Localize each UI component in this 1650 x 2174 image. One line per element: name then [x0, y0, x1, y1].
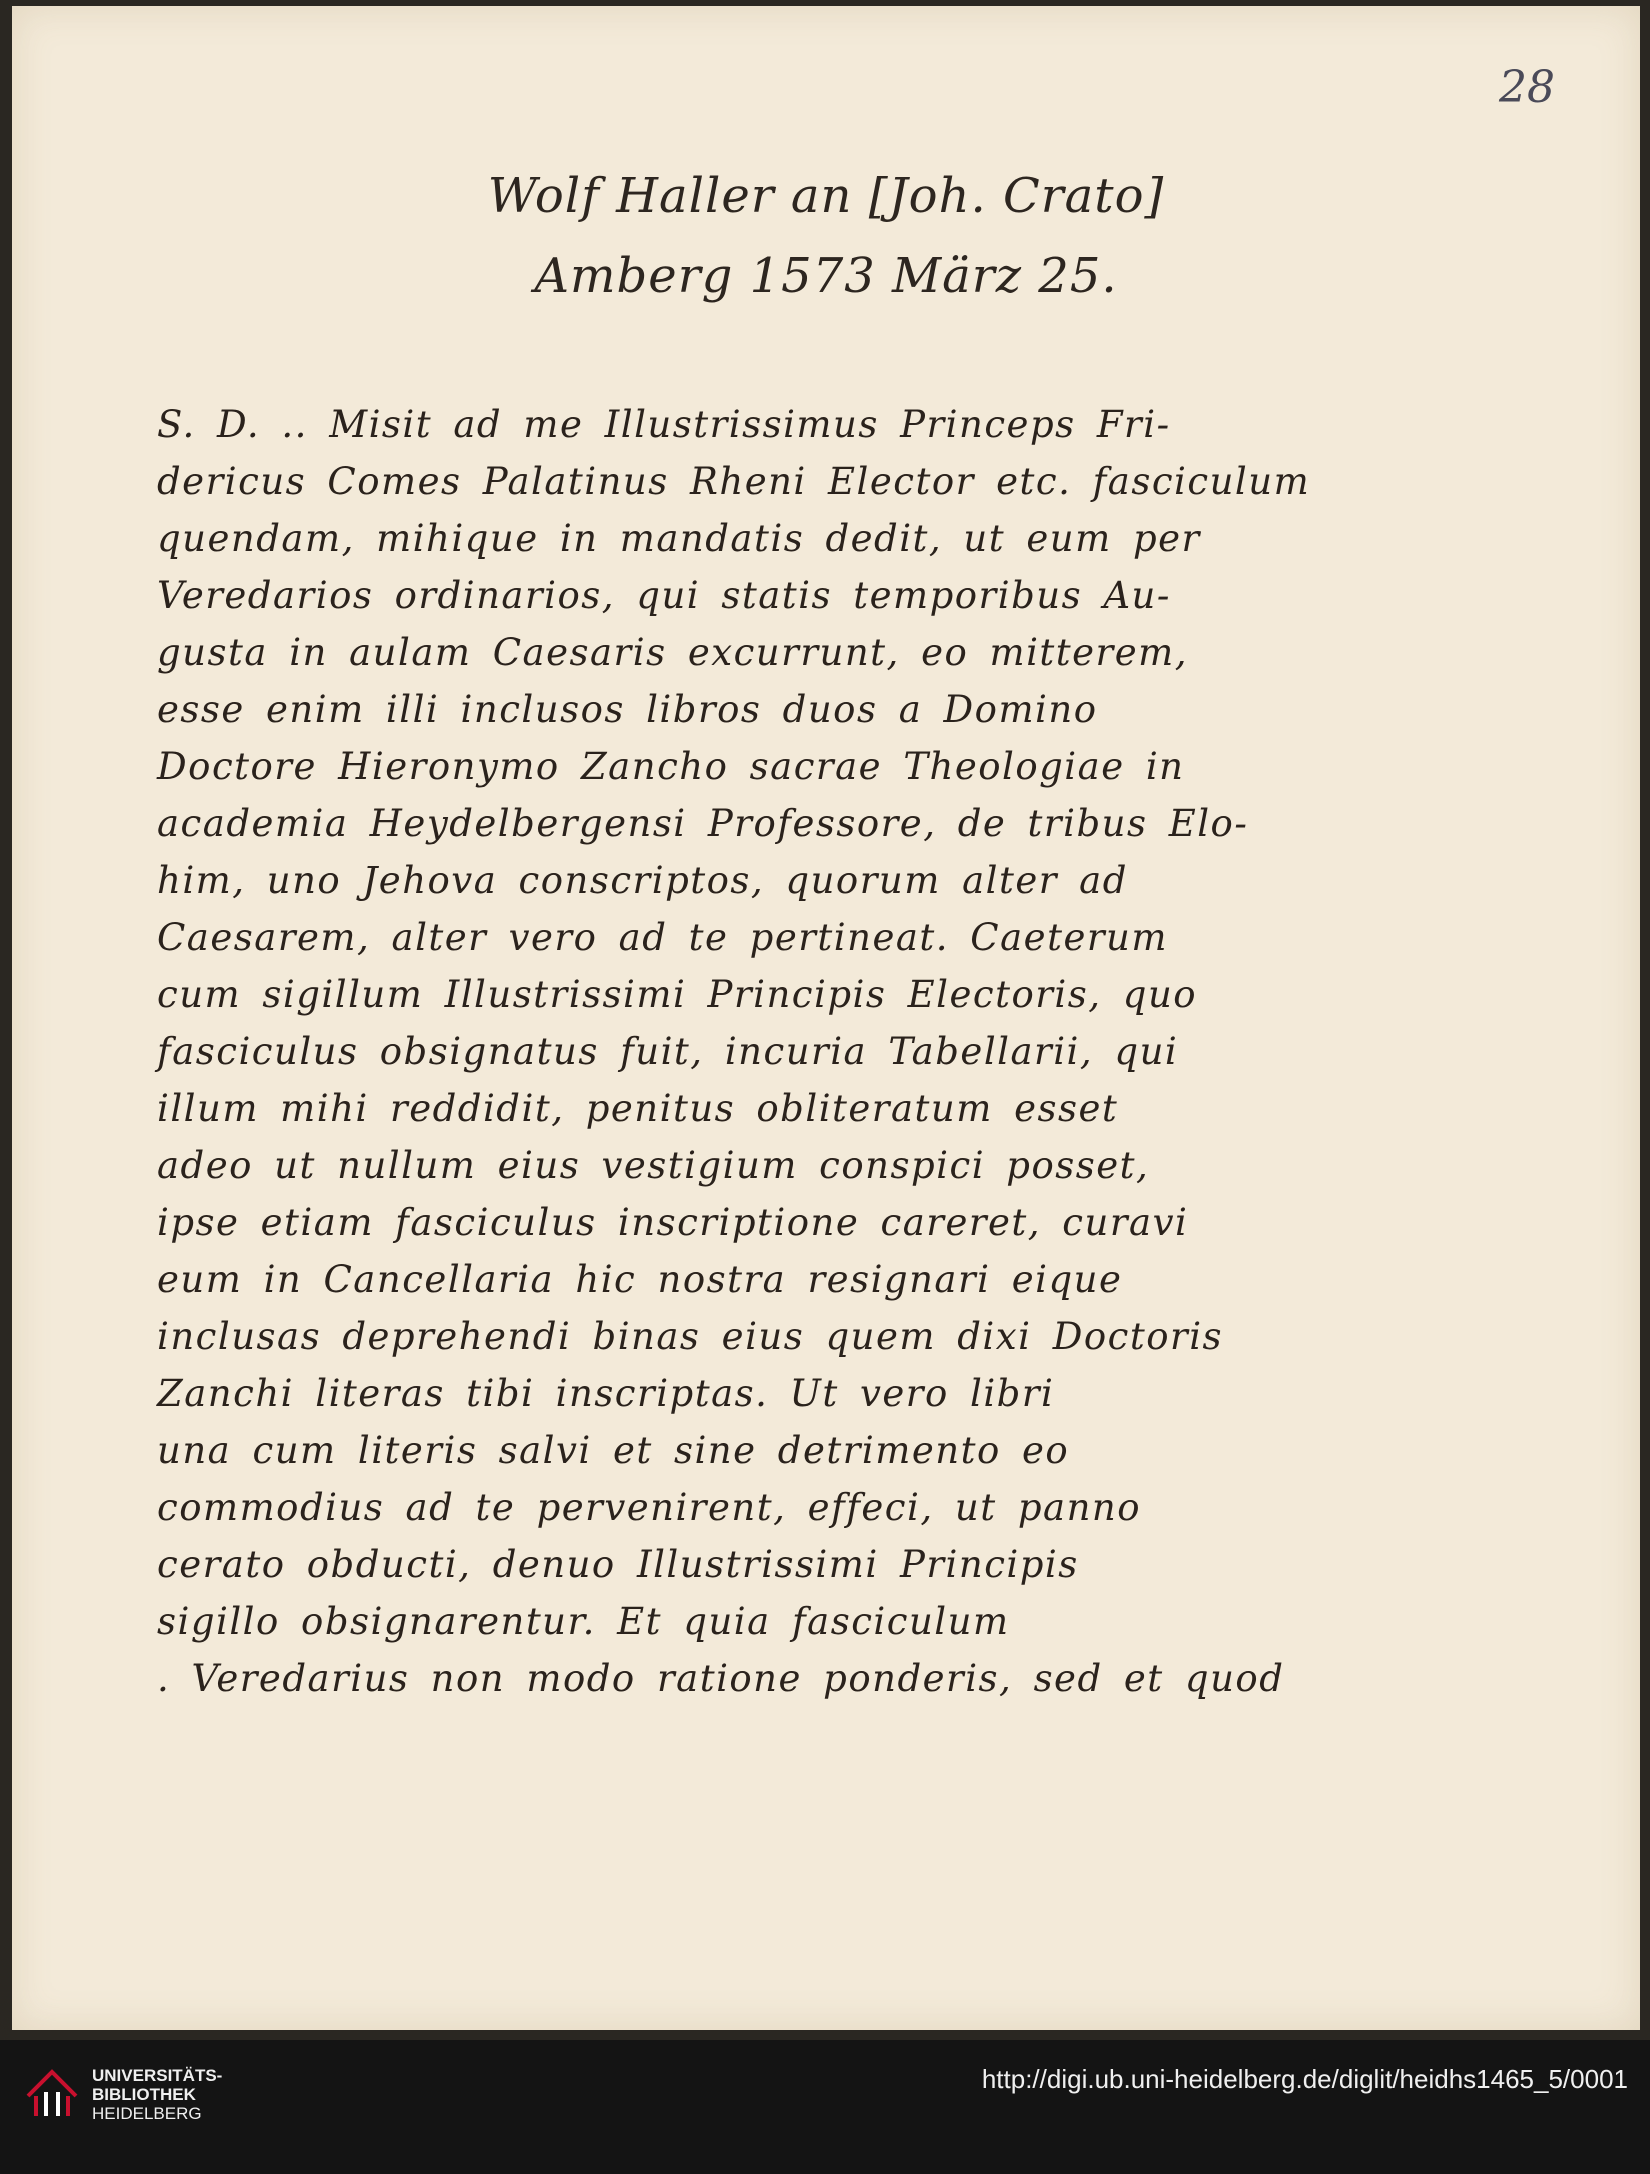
text-line: cum sigillum Illustrissimi Principis Electoris, quo	[157, 973, 1198, 1016]
text-line: commodius ad te pervenirent, effeci, ut panno	[157, 1486, 1142, 1529]
text-line: adeo ut nullum eius vestigium conspici posset,	[157, 1144, 1150, 1187]
viewer-footer	[0, 2040, 1650, 2174]
text-line: sigillo obsignarentur. Et quia fasciculum	[157, 1600, 1010, 1643]
letter-heading	[12, 156, 1640, 316]
text-line: cerato obducti, denuo Illustrissimi Principis	[157, 1543, 1079, 1586]
text-line: academia Heydelbergensi Professore, de tribus Elo-	[157, 802, 1249, 845]
text-line: una cum literis salvi et sine detrimento eo	[157, 1429, 1070, 1472]
library-name	[92, 2066, 222, 2123]
letter-title: Wolf Haller an [Joh. Crato]	[487, 168, 1165, 224]
text-line: him, uno Jehova conscriptos, quorum alter ad	[157, 859, 1128, 902]
permalink-url[interactable]: http://digi.ub.uni-heidelberg.de/diglit/heidhs1465_5/0001	[981, 2064, 1628, 2094]
text-line: Caesarem, alter vero ad te pertineat. Caeterum	[157, 916, 1168, 959]
text-line: quendam, mihique in mandatis dedit, ut eum per	[157, 517, 1201, 560]
library-name-line-2: BIBLIOTHEK	[92, 2085, 196, 2104]
letter-place-date: Amberg 1573 März 25.	[534, 248, 1118, 304]
manuscript-page	[12, 6, 1640, 2030]
text-line: S. D. .. Misit ad me Illustrissimus Princeps Fri-	[157, 403, 1171, 446]
text-line: . Veredarius non modo ratione ponderis, sed et quod	[157, 1657, 1285, 1700]
text-line: Doctore Hieronymo Zancho sacrae Theologiae in	[157, 745, 1185, 788]
text-line: esse enim illi inclusos libros duos a Domino	[157, 688, 1098, 731]
text-line: Zanchi literas tibi inscriptas. Ut vero libri	[157, 1372, 1055, 1415]
text-line: Veredarios ordinarios, qui statis temporibus Au-	[157, 574, 1171, 617]
text-line: eum in Cancellaria hic nostra resignari eique	[157, 1258, 1123, 1301]
folio-number: 28	[1499, 62, 1555, 113]
text-line: gusta in aulam Caesaris excurrunt, eo mitterem,	[157, 631, 1188, 674]
ub-heidelberg-logo-icon[interactable]	[22, 2062, 82, 2122]
text-line: ipse etiam fasciculus inscriptione careret, curavi	[157, 1201, 1189, 1244]
text-line: inclusas deprehendi binas eius quem dixi Doctoris	[157, 1315, 1224, 1358]
letter-body	[157, 396, 1537, 1707]
library-name-line-1: UNIVERSITÄTS-	[92, 2066, 223, 2085]
text-line: dericus Comes Palatinus Rheni Elector etc. fasciculum	[157, 460, 1311, 503]
library-name-line-3: HEIDELBERG	[92, 2104, 202, 2123]
text-line: fasciculus obsignatus fuit, incuria Tabellarii, qui	[157, 1030, 1179, 1073]
text-line: illum mihi reddidit, penitus obliteratum esset	[157, 1087, 1119, 1130]
